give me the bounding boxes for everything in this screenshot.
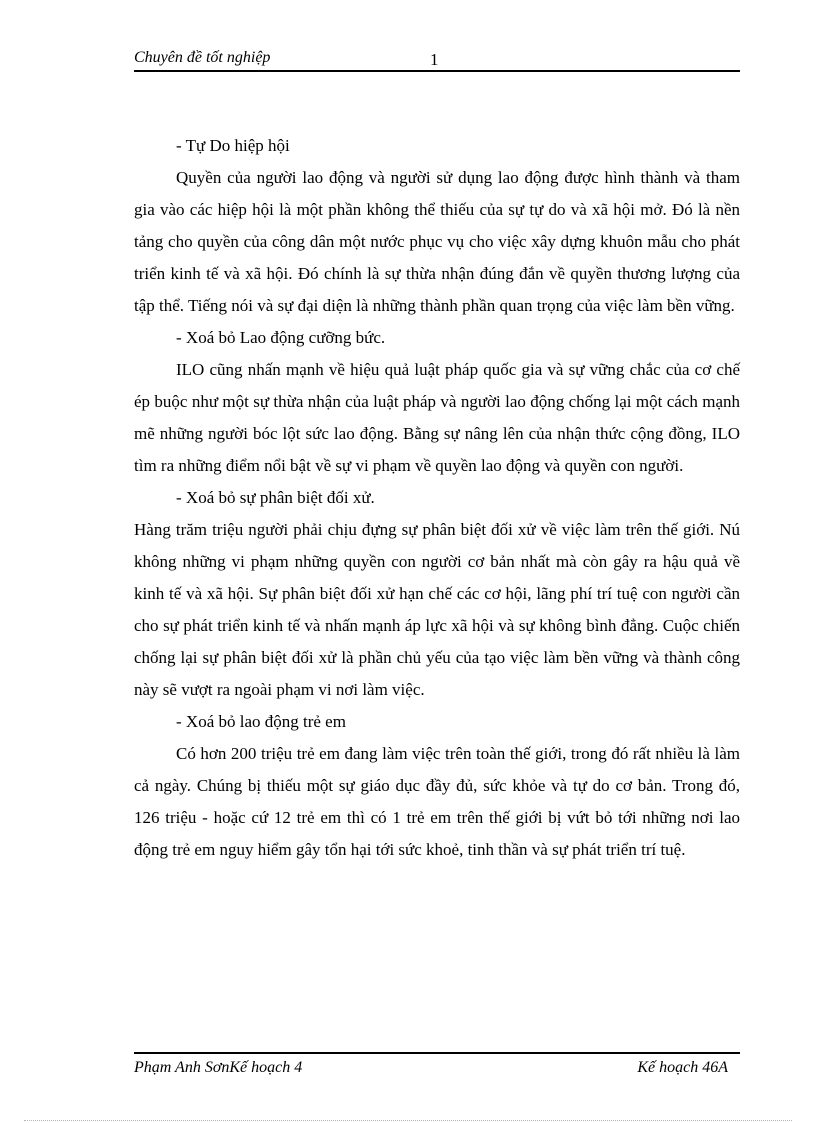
section-heading-child-labour: - Xoá bỏ lao động trẻ em xyxy=(176,712,346,731)
document-body xyxy=(134,130,740,866)
section-heading-discrimination: - Xoá bỏ sự phân biệt đối xử. xyxy=(176,488,375,507)
document-title: Chuyên đề tốt nghiệp xyxy=(134,49,271,66)
paragraph-child-labour: Có hơn 200 triệu trẻ em đang làm việc trên toàn thế giới, trong đó rất nhiều là làm cả ngày. Chúng bị thiếu một sự giáo dục đầy đủ, sức khỏe và tự do cơ bản. Trong đó, 126 triệu - hoặc cứ 12 trẻ em thì có 1 trẻ em trên thế giới bị vứt bỏ tới những nơi lao động trẻ em nguy hiểm gây tổn hại tới sức khoẻ, tinh thần và sự phát triển trí tuệ. xyxy=(134,744,740,859)
footer-author: Phạm Anh SơnKế hoạch 4 xyxy=(134,1059,303,1076)
page-number: 1 xyxy=(430,50,439,69)
page-header xyxy=(134,48,740,72)
footer-class: Kế hoạch 46A xyxy=(637,1059,728,1076)
section-heading-freedom-of-association: - Tự Do hiệp hội xyxy=(176,136,290,155)
paragraph-discrimination: Hàng trăm triệu người phải chịu đựng sự phân biệt đối xử về việc làm trên thế giới. Nú không những vi phạm những quyền con người cơ bản nhất mà còn gây ra hậu quả về kinh tế và xã hội. Sự phân biệt đối xử hạn chế các cơ hội, lãng phí trí tuệ con người cần cho sự phát triển kinh tế và nhấn mạnh áp lực xã hội và sự không bình đẳng. Cuộc chiến chống lại sự phân biệt đối xử là phần chủ yếu của tạo việc làm bền vững và thành công này sẽ vượt ra ngoài phạm vi nơi làm việc. xyxy=(134,520,740,699)
page-footer xyxy=(134,1052,740,1078)
paragraph-freedom-of-association: Quyền của người lao động và người sử dụng lao động được hình thành và tham gia vào các hiệp hội là một phần không thể thiếu của sự tự do và xã hội mở. Đó là nền tảng cho quyền của công dân một nước phục vụ cho việc xây dựng khuôn mẫu cho phát triển kinh tế và xã hội. Đó chính là sự thừa nhận đúng đắn về quyền thương lượng của tập thể. Tiếng nói và sự đại diện là những thành phần quan trọng của việc làm bền vững. xyxy=(134,168,740,315)
paragraph-forced-labour: ILO cũng nhấn mạnh về hiệu quả luật pháp quốc gia và sự vững chắc của cơ chế ép buộc như một sự thừa nhận của luật pháp và người lao động chống lại một cách mạnh mẽ những người bóc lột sức lao động. Bằng sự nâng lên của nhận thức cộng đồng, ILO tìm ra những điểm nổi bật về sự vi phạm về quyền lao động và quyền con người. xyxy=(134,360,740,475)
page-edge-divider xyxy=(24,1120,792,1121)
section-heading-forced-labour: - Xoá bỏ Lao động cưỡng bức. xyxy=(176,328,386,347)
